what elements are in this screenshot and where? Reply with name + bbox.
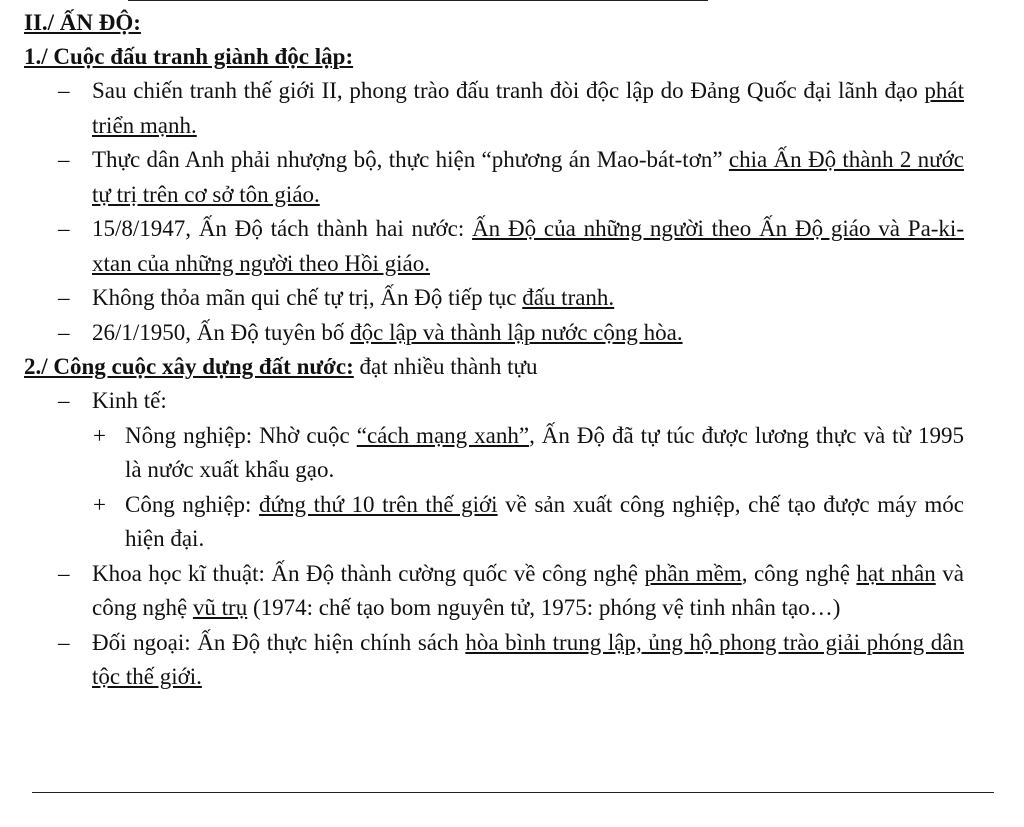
plus-bullet: + [93, 422, 106, 448]
part2-subtitle: đạt nhiều thành tựu [353, 354, 538, 379]
item-text: (1974: chế tạo bom nguyên tử, 1975: phóng vệ tinh nhân tạo…) [247, 595, 841, 620]
list-item [24, 316, 964, 351]
item-text: , công nghệ [741, 560, 857, 586]
list-item-foreign [24, 626, 964, 695]
underlined-text: độc lập và thành lập nước cộng hòa. [350, 319, 683, 345]
item-text: Đối ngoại: Ấn Độ thực hiện chính sách [92, 629, 466, 655]
dash-bullet: – [58, 147, 70, 172]
underlined-text: phần mềm [644, 560, 742, 586]
bottom-divider [32, 792, 994, 793]
item-text: về sản xuất công nghiệp, chế tạo được máy móc hiện đại. [125, 491, 965, 551]
dash-bullet: – [58, 78, 70, 103]
underlined-text: chia Ấn Độ thành 2 nước tự trị trên cơ sở tôn giáo. [92, 147, 965, 207]
list-item [24, 212, 964, 281]
underlined-text: đứng thứ 10 trên thế giới [259, 491, 498, 517]
dash-bullet: – [58, 285, 70, 310]
dash-bullet: – [58, 560, 70, 586]
dash-bullet: – [58, 216, 70, 241]
underlined-text: hòa bình trung lập, ủng hộ phong trào giải phóng dân tộc thế giới. [92, 629, 965, 689]
document-body [24, 6, 964, 695]
dash-bullet: – [58, 629, 70, 655]
item-text: , Ấn Độ đã tự túc được lương thực và từ 1995 là nước xuất khẩu gạo. [125, 422, 964, 482]
item-text: Không thỏa mãn qui chế tự trị, Ấn Độ tiếp tục [92, 285, 523, 310]
dash-bullet: – [58, 319, 70, 345]
item-text: và công nghệ [92, 560, 964, 620]
item-text: 26/1/1950, Ấn Độ tuyên bố [92, 319, 351, 345]
list-item-science [24, 557, 964, 626]
sub-item-agriculture [24, 419, 964, 488]
part2-title: 2./ Công cuộc xây dựng đất nước: [24, 354, 354, 379]
list-item [24, 74, 964, 143]
top-divider [128, 0, 708, 1]
item-text: Nông nghiệp: Nhờ cuộc [125, 422, 357, 448]
section-title: II./ ẤN ĐỘ: [24, 10, 141, 35]
sub-item-industry [24, 488, 964, 557]
underlined-text: phát triển mạnh. [92, 78, 964, 138]
list-item-economy [24, 384, 964, 419]
list-item [24, 143, 964, 212]
underlined-text: vũ trụ [192, 595, 248, 620]
part1-heading: 1./ Cuộc đấu tranh giành độc lập: [24, 44, 354, 69]
item-text: 15/8/1947, Ấn Độ tách thành hai nước: [92, 216, 473, 241]
plus-bullet: + [93, 491, 106, 517]
item-text: Thực dân Anh phải nhượng bộ, thực hiện “phương án Mao-bát-tơn” [92, 147, 729, 172]
underlined-text: đấu tranh. [522, 285, 615, 310]
list-item [24, 281, 964, 316]
underlined-text: hạt nhân [856, 560, 936, 586]
part2-heading [24, 350, 964, 384]
underlined-text: Ấn Độ của những người theo Ấn Độ giáo và Pa-ki-xtan của những người theo Hồi giáo. [92, 216, 964, 276]
dash-bullet: – [58, 388, 70, 413]
underlined-text: “cách mạng xanh” [356, 422, 530, 448]
item-text: Kinh tế: [92, 388, 167, 413]
item-text: Khoa học kĩ thuật: Ấn Độ thành cường quốc về công nghệ [92, 560, 645, 586]
item-text: Sau chiến tranh thế giới II, phong trào đấu tranh đòi độc lập do Đảng Quốc đại lãnh đạo [92, 78, 925, 103]
item-text: Công nghiệp: [125, 491, 260, 517]
